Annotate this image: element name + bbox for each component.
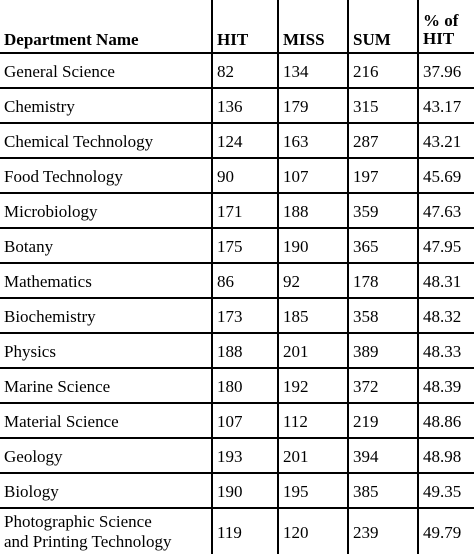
cell-pct-hit: 49.35 (418, 473, 474, 508)
cell-department: Biochemistry (0, 298, 212, 333)
cell-hit: 190 (212, 473, 278, 508)
cell-sum: 315 (348, 88, 418, 123)
cell-sum: 389 (348, 333, 418, 368)
table-row (0, 403, 474, 438)
cell-sum: 216 (348, 53, 418, 88)
table-row (0, 88, 474, 123)
cell-pct-hit: 48.86 (418, 403, 474, 438)
cell-sum: 385 (348, 473, 418, 508)
cell-hit: 173 (212, 298, 278, 333)
cell-miss: 201 (278, 333, 348, 368)
cell-department: Biology (0, 473, 212, 508)
cell-department: Chemical Technology (0, 123, 212, 158)
cell-hit: 86 (212, 263, 278, 298)
cell-pct-hit: 48.33 (418, 333, 474, 368)
cell-sum: 365 (348, 228, 418, 263)
table-row (0, 53, 474, 88)
header-sum: SUM (348, 0, 418, 53)
header-hit: HIT (212, 0, 278, 53)
cell-pct-hit: 49.79 (418, 508, 474, 554)
cell-hit: 171 (212, 193, 278, 228)
cell-department: Botany (0, 228, 212, 263)
header-miss: MISS (278, 0, 348, 53)
cell-sum: 178 (348, 263, 418, 298)
cell-department: Microbiology (0, 193, 212, 228)
table-row (0, 228, 474, 263)
cell-department-line1: Photographic Science (4, 512, 152, 532)
cell-sum: 372 (348, 368, 418, 403)
cell-pct-hit: 48.98 (418, 438, 474, 473)
cell-pct-hit: 48.39 (418, 368, 474, 403)
table-row (0, 263, 474, 298)
table-row (0, 158, 474, 193)
table-row (0, 368, 474, 403)
cell-sum: 394 (348, 438, 418, 473)
cell-department: Material Science (0, 403, 212, 438)
table-row (0, 508, 474, 554)
cell-hit: 180 (212, 368, 278, 403)
cell-pct-hit: 47.63 (418, 193, 474, 228)
cell-hit: 136 (212, 88, 278, 123)
cell-sum: 359 (348, 193, 418, 228)
cell-pct-hit: 45.69 (418, 158, 474, 193)
header-row (0, 0, 474, 53)
cell-department: Geology (0, 438, 212, 473)
cell-sum: 219 (348, 403, 418, 438)
table-row (0, 438, 474, 473)
cell-miss: 185 (278, 298, 348, 333)
cell-department: Food Technology (0, 158, 212, 193)
cell-pct-hit: 43.17 (418, 88, 474, 123)
cell-sum: 287 (348, 123, 418, 158)
cell-pct-hit: 37.96 (418, 53, 474, 88)
cell-sum: 239 (348, 508, 418, 554)
cell-sum: 197 (348, 158, 418, 193)
cell-hit: 82 (212, 53, 278, 88)
header-department-name: Department Name (4, 30, 139, 49)
cell-hit: 175 (212, 228, 278, 263)
cell-miss: 190 (278, 228, 348, 263)
cell-pct-hit: 48.31 (418, 263, 474, 298)
cell-miss: 201 (278, 438, 348, 473)
cell-miss: 195 (278, 473, 348, 508)
table-row (0, 473, 474, 508)
table-row (0, 193, 474, 228)
cell-miss: 163 (278, 123, 348, 158)
table-row (0, 298, 474, 333)
cell-miss: 134 (278, 53, 348, 88)
cell-miss: 92 (278, 263, 348, 298)
cell-department-line2: and Printing Technology (4, 532, 172, 551)
header-pct-line1: % of (423, 11, 459, 31)
header-pct-hit (418, 0, 474, 53)
table-row (0, 333, 474, 368)
cell-sum: 358 (348, 298, 418, 333)
cell-department: Marine Science (0, 368, 212, 403)
cell-pct-hit: 48.32 (418, 298, 474, 333)
header-pct-line2: HIT (423, 29, 455, 49)
cell-pct-hit: 47.95 (418, 228, 474, 263)
cell-department (0, 508, 212, 554)
cell-miss: 179 (278, 88, 348, 123)
table-row (0, 123, 474, 158)
cell-miss: 112 (278, 403, 348, 438)
cell-miss: 192 (278, 368, 348, 403)
cell-department: Mathematics (0, 263, 212, 298)
cell-department: Chemistry (0, 88, 212, 123)
cell-miss: 188 (278, 193, 348, 228)
cell-pct-hit: 43.21 (418, 123, 474, 158)
cell-hit: 90 (212, 158, 278, 193)
cell-hit: 188 (212, 333, 278, 368)
cell-miss: 120 (278, 508, 348, 554)
cell-hit: 107 (212, 403, 278, 438)
cell-hit: 193 (212, 438, 278, 473)
cell-hit: 119 (212, 508, 278, 554)
cell-department: General Science (0, 53, 212, 88)
cell-department: Physics (0, 333, 212, 368)
cell-miss: 107 (278, 158, 348, 193)
cell-hit: 124 (212, 123, 278, 158)
